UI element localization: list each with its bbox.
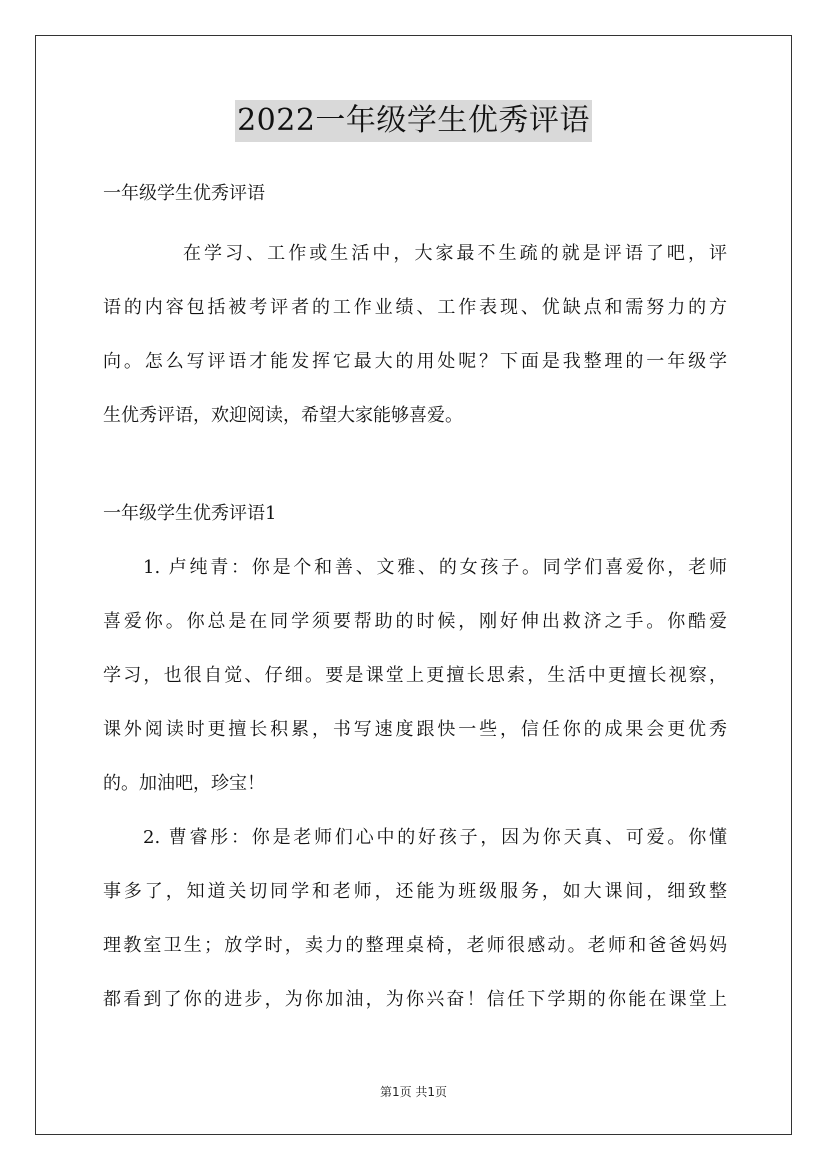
intro-line: 在学习、工作或生活中，大家最不生疏的就是评语了吧，评 [183, 243, 727, 264]
title-wrap [0, 100, 827, 142]
intro-paragraph [103, 227, 727, 443]
intro-line: 生优秀评语，欢迎阅读，希望大家能够喜爱。 [103, 405, 463, 426]
comment-line: 理教室卫生；放学时，卖力的整理桌椅，老师很感动。老师和爸爸妈妈 [103, 935, 727, 956]
comment-line: 喜爱你。你总是在同学须要帮助的时候，刚好伸出救济之手。你酷爱 [103, 611, 727, 632]
intro-line: 语的内容包括被考评者的工作业绩、工作表现、优缺点和需努力的方 [103, 297, 727, 318]
comment-line: 事多了，知道关切同学和老师，还能为班级服务，如大课间，细致整 [103, 881, 727, 902]
intro-line: 向。怎么写评语才能发挥它最大的用处呢？下面是我整理的一年级学 [103, 351, 727, 372]
comment-line: 1. 卢纯青：你是个和善、文雅、的女孩子。同学们喜爱你，老师 [143, 557, 727, 578]
comment-item-2 [103, 811, 727, 1027]
document-body [103, 178, 727, 1027]
comment-line: 2. 曹睿彤：你是老师们心中的好孩子，因为你天真、可爱。你懂 [143, 827, 727, 848]
document-subtitle: 一年级学生优秀评语 [103, 183, 265, 204]
comment-item-1 [103, 541, 727, 811]
comment-line: 课外阅读时更擅长积累，书写速度跟快一些，信任你的成果会更优秀 [103, 719, 727, 740]
section-heading: 一年级学生优秀评语1 [103, 503, 277, 524]
comment-line: 的。加油吧，珍宝！ [103, 773, 265, 794]
comment-line: 学习，也很自觉、仔细。要是课堂上更擅长思索，生活中更擅长视察， [103, 665, 727, 686]
comment-line: 都看到了你的进步，为你加油，为你兴奋！信任下学期的你能在课堂上 [103, 989, 727, 1010]
document-title: 2022一年级学生优秀评语 [235, 100, 592, 142]
page-footer: 第1页 共1页 [379, 1085, 448, 1099]
